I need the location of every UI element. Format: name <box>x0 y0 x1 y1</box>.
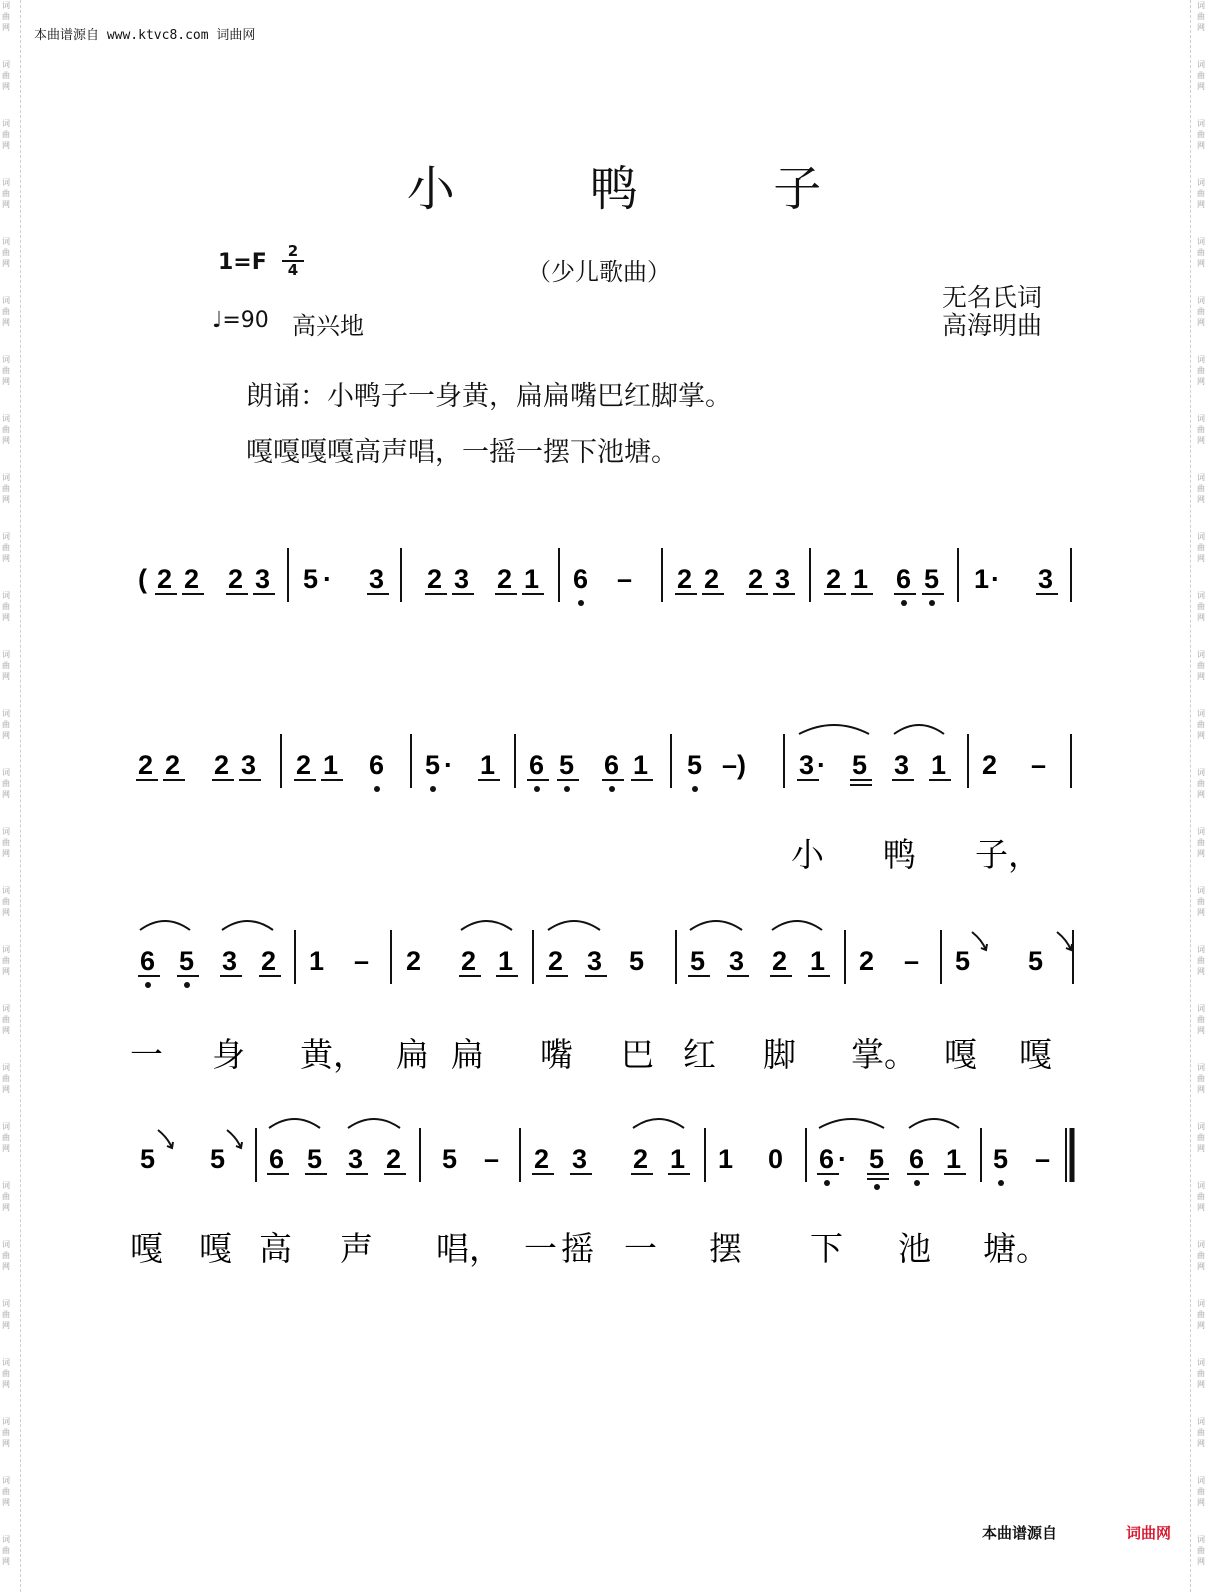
note: 6 <box>604 750 620 780</box>
note: 1 <box>498 946 514 976</box>
note: –) <box>722 750 747 780</box>
note: 2 <box>157 564 173 594</box>
watermark-glyph: 词曲网 <box>2 650 10 681</box>
watermark-glyph: 词曲网 <box>1197 1476 1205 1507</box>
note: 5 <box>955 946 971 976</box>
note: 3 <box>241 750 257 780</box>
low-octave-dot <box>184 982 190 988</box>
watermark-glyph: 词曲网 <box>2 1122 10 1153</box>
watermark-glyph: 词曲网 <box>1197 1417 1205 1448</box>
watermark-glyph: 词曲网 <box>1197 1004 1205 1035</box>
note: 3 <box>729 946 745 976</box>
note: – <box>484 1144 500 1174</box>
header-source-text: 本曲谱源自 www.ktvc8.com 词曲网 <box>34 28 256 43</box>
note: 5 <box>179 946 195 976</box>
watermark-glyph: 词曲网 <box>2 1476 10 1507</box>
note: 2 <box>261 946 277 976</box>
note: 1 <box>633 750 649 780</box>
note: 5 <box>690 946 706 976</box>
note: 2 <box>497 564 513 594</box>
slur <box>548 921 600 930</box>
note: 1 <box>718 1144 734 1174</box>
note: 6 <box>369 750 385 780</box>
note: 3 <box>348 1144 364 1174</box>
watermark-glyph: 词曲网 <box>2 1 10 32</box>
lyric-syllable: 子， <box>975 835 1041 874</box>
watermark-glyph: 词曲网 <box>1197 1063 1205 1094</box>
note: · <box>838 1144 847 1174</box>
key-signature: 1=F <box>218 250 267 275</box>
note: 6 <box>896 564 912 594</box>
note: 6 <box>140 946 156 976</box>
note: 5 <box>629 946 645 976</box>
slur <box>819 1119 884 1128</box>
note: – <box>354 946 370 976</box>
lyric-syllable: 一 <box>524 1229 557 1268</box>
lyric-syllable: 鸭 <box>883 835 916 874</box>
watermark-glyph: 词曲网 <box>1197 237 1205 268</box>
watermark-glyph: 词曲网 <box>1197 768 1205 799</box>
watermark-glyph: 词曲网 <box>2 119 10 150</box>
note: 2 <box>228 564 244 594</box>
lyric-syllable: 摇 <box>561 1229 594 1268</box>
composer-credit: 高海明曲 <box>942 311 1043 340</box>
note: 5 <box>852 750 868 780</box>
note: 5 <box>993 1144 1009 1174</box>
lyric-syllable: 巴 <box>621 1035 654 1074</box>
note: 6 <box>573 564 589 594</box>
note: 6 <box>909 1144 925 1174</box>
watermark-glyph: 词曲网 <box>1197 178 1205 209</box>
note: 3 <box>255 564 271 594</box>
glide-mark <box>1057 932 1071 950</box>
lyric-syllable: 黄， <box>300 1035 366 1074</box>
note: 3 <box>222 946 238 976</box>
song-genre: （少儿歌曲） <box>527 258 671 286</box>
watermark-glyph: 词曲网 <box>2 414 10 445</box>
slur <box>633 1119 684 1128</box>
note: · <box>323 564 332 594</box>
watermark-glyph: 词曲网 <box>2 1535 10 1566</box>
footer-site-name: 词曲网 <box>1126 1524 1172 1542</box>
lyric-syllable: 红 <box>683 1035 716 1074</box>
note: 5 <box>210 1144 226 1174</box>
note: 2 <box>982 750 998 780</box>
watermark-glyph: 词曲网 <box>1197 296 1205 327</box>
lyricist-credit: 无名氏词 <box>942 283 1043 312</box>
glide-mark <box>227 1130 241 1148</box>
lyric-syllable: 扁 <box>451 1035 484 1074</box>
watermark-glyph: 词曲网 <box>2 296 10 327</box>
song-title: 小 鸭 子 <box>406 161 882 217</box>
lyric-syllable: 下 <box>810 1229 843 1268</box>
note: 1 <box>670 1144 686 1174</box>
note: 2 <box>296 750 312 780</box>
note: 5 <box>425 750 441 780</box>
tempo-marking: ♩=90 <box>212 308 269 333</box>
low-octave-dot <box>145 982 151 988</box>
watermark-glyph: 词曲网 <box>1197 1535 1205 1566</box>
note: ( <box>138 564 147 594</box>
note: 2 <box>214 750 230 780</box>
low-octave-dot <box>998 1180 1004 1186</box>
low-octave-dot <box>609 786 615 792</box>
glide-mark <box>972 932 986 950</box>
note: 1 <box>946 1144 962 1174</box>
time-sig-top: 2 <box>287 242 299 260</box>
watermark-glyph: 词曲网 <box>1197 709 1205 740</box>
lyric-syllable: 摆 <box>709 1229 742 1268</box>
note: 2 <box>406 946 422 976</box>
note: 1 <box>931 750 947 780</box>
note: 3 <box>799 750 815 780</box>
watermark-glyph: 词曲网 <box>2 768 10 799</box>
slur <box>909 1119 959 1128</box>
note: 5 <box>924 564 940 594</box>
note: 3 <box>1038 564 1054 594</box>
watermark-glyph: 词曲网 <box>1197 355 1205 386</box>
note: 2 <box>386 1144 402 1174</box>
low-octave-dot <box>578 600 584 606</box>
watermark-glyph: 词曲网 <box>1197 473 1205 504</box>
time-sig-bottom: 4 <box>287 261 299 279</box>
slur <box>269 1119 320 1128</box>
note: 3 <box>775 564 791 594</box>
lyric-syllable: 嘎 <box>944 1035 977 1074</box>
note: 2 <box>534 1144 550 1174</box>
lyric-syllable: 一 <box>130 1035 163 1074</box>
low-octave-dot <box>692 786 698 792</box>
footer-source-label: 本曲谱源自 <box>982 1524 1058 1542</box>
note: 3 <box>894 750 910 780</box>
note: 3 <box>587 946 603 976</box>
watermark-glyph: 词曲网 <box>2 1181 10 1212</box>
watermark-glyph: 词曲网 <box>1197 827 1205 858</box>
recitation-line-2: 嘎嘎嘎嘎高声唱，一摇一摆下池塘。 <box>246 437 678 468</box>
note: 5 <box>687 750 703 780</box>
note: 3 <box>572 1144 588 1174</box>
lyric-syllable: 一 <box>624 1229 657 1268</box>
low-octave-dot <box>534 786 540 792</box>
watermark-glyph: 词曲网 <box>1197 1299 1205 1330</box>
note: 2 <box>859 946 875 976</box>
watermark-glyph: 词曲网 <box>2 591 10 622</box>
watermark-glyph: 词曲网 <box>1197 945 1205 976</box>
note: 2 <box>826 564 842 594</box>
note: 3 <box>369 564 385 594</box>
slur <box>461 921 512 930</box>
lyric-syllable: 脚 <box>763 1035 796 1074</box>
watermark-glyph: 词曲网 <box>1197 1181 1205 1212</box>
watermark-glyph: 词曲网 <box>2 709 10 740</box>
watermark-glyph: 词曲网 <box>1197 1240 1205 1271</box>
slur <box>348 1119 400 1128</box>
lyric-syllable: 池 <box>898 1229 931 1268</box>
low-octave-dot <box>824 1180 830 1186</box>
watermark-glyph: 词曲网 <box>2 237 10 268</box>
slur <box>894 725 944 734</box>
recitation-line-1: 朗诵：小鸭子一身黄，扁扁嘴巴红脚掌。 <box>246 381 732 412</box>
note: 2 <box>748 564 764 594</box>
slur <box>799 725 869 734</box>
watermark-glyph: 词曲网 <box>2 60 10 91</box>
low-octave-dot <box>929 600 935 606</box>
watermark-glyph: 词曲网 <box>1197 1122 1205 1153</box>
watermark-glyph: 词曲网 <box>2 1063 10 1094</box>
watermark-glyph: 词曲网 <box>2 473 10 504</box>
watermark-glyph: 词曲网 <box>2 1004 10 1035</box>
glide-mark <box>158 1130 172 1148</box>
lyric-syllable: 嘴 <box>540 1035 573 1074</box>
lyric-syllable: 嘎 <box>199 1229 232 1268</box>
note: 2 <box>165 750 181 780</box>
watermark-glyph: 词曲网 <box>1197 532 1205 563</box>
low-octave-dot <box>914 1180 920 1186</box>
watermark-glyph: 词曲网 <box>1197 414 1205 445</box>
note: 1 <box>480 750 496 780</box>
watermark-glyph: 词曲网 <box>2 532 10 563</box>
slur <box>772 921 822 930</box>
note: 1 <box>810 946 826 976</box>
lyric-syllable: 扁 <box>396 1035 429 1074</box>
low-octave-dot <box>901 600 907 606</box>
note: – <box>617 564 633 594</box>
watermark-glyph: 词曲网 <box>2 886 10 917</box>
note: 5 <box>303 564 319 594</box>
lyric-syllable: 嘎 <box>1019 1035 1052 1074</box>
watermark-glyph: 词曲网 <box>2 1417 10 1448</box>
note: 1 <box>853 564 869 594</box>
note: 5 <box>1028 946 1044 976</box>
watermark-glyph: 词曲网 <box>1197 886 1205 917</box>
note: 2 <box>677 564 693 594</box>
watermark-glyph: 词曲网 <box>1197 591 1205 622</box>
note: 2 <box>461 946 477 976</box>
watermark-glyph: 词曲网 <box>2 1358 10 1389</box>
note: · <box>444 750 453 780</box>
note: 1 <box>309 946 325 976</box>
lyric-syllable: 唱， <box>436 1229 502 1268</box>
note: 2 <box>633 1144 649 1174</box>
note: 5 <box>559 750 575 780</box>
note: 3 <box>454 564 470 594</box>
lyric-syllable: 嘎 <box>130 1229 163 1268</box>
low-octave-dot <box>564 786 570 792</box>
note: 2 <box>704 564 720 594</box>
watermark-glyph: 词曲网 <box>2 945 10 976</box>
lyric-syllable: 声 <box>340 1229 373 1268</box>
watermark-glyph: 词曲网 <box>2 827 10 858</box>
note: 6 <box>269 1144 285 1174</box>
watermark-glyph: 词曲网 <box>2 1240 10 1271</box>
lyric-syllable: 塘。 <box>983 1229 1049 1268</box>
slur <box>222 921 273 930</box>
note: 6 <box>819 1144 835 1174</box>
lyric-syllable: 掌。 <box>851 1035 917 1074</box>
watermark-glyph: 词曲网 <box>1197 1 1205 32</box>
note: 2 <box>548 946 564 976</box>
note: – <box>904 946 920 976</box>
note: · <box>991 564 1000 594</box>
note: 2 <box>138 750 154 780</box>
expression-marking: 高兴地 <box>292 312 364 340</box>
note: 1 <box>323 750 339 780</box>
lyric-syllable: 高 <box>259 1229 292 1268</box>
note: 2 <box>427 564 443 594</box>
watermark-glyph: 词曲网 <box>2 178 10 209</box>
watermark-glyph: 词曲网 <box>1197 650 1205 681</box>
note: 5 <box>307 1144 323 1174</box>
note: 5 <box>442 1144 458 1174</box>
note: 2 <box>772 946 788 976</box>
note: 5 <box>140 1144 156 1174</box>
low-octave-dot <box>430 786 436 792</box>
note: 2 <box>184 564 200 594</box>
watermark-glyph: 词曲网 <box>1197 1358 1205 1389</box>
low-octave-dot <box>874 1184 880 1190</box>
note: 5 <box>869 1144 885 1174</box>
slur <box>140 921 190 930</box>
watermark-glyph: 词曲网 <box>2 355 10 386</box>
watermark-glyph: 词曲网 <box>2 1299 10 1330</box>
slur <box>690 921 742 930</box>
watermark-glyph: 词曲网 <box>1197 60 1205 91</box>
note: · <box>817 750 826 780</box>
watermark-glyph: 词曲网 <box>1197 119 1205 150</box>
note: – <box>1035 1144 1051 1174</box>
note: 6 <box>529 750 545 780</box>
note: 1 <box>974 564 990 594</box>
note: – <box>1031 750 1047 780</box>
lyric-syllable: 小 <box>791 835 824 874</box>
note: 0 <box>768 1144 784 1174</box>
lyric-syllable: 身 <box>212 1035 245 1074</box>
note: 1 <box>524 564 540 594</box>
low-octave-dot <box>374 786 380 792</box>
